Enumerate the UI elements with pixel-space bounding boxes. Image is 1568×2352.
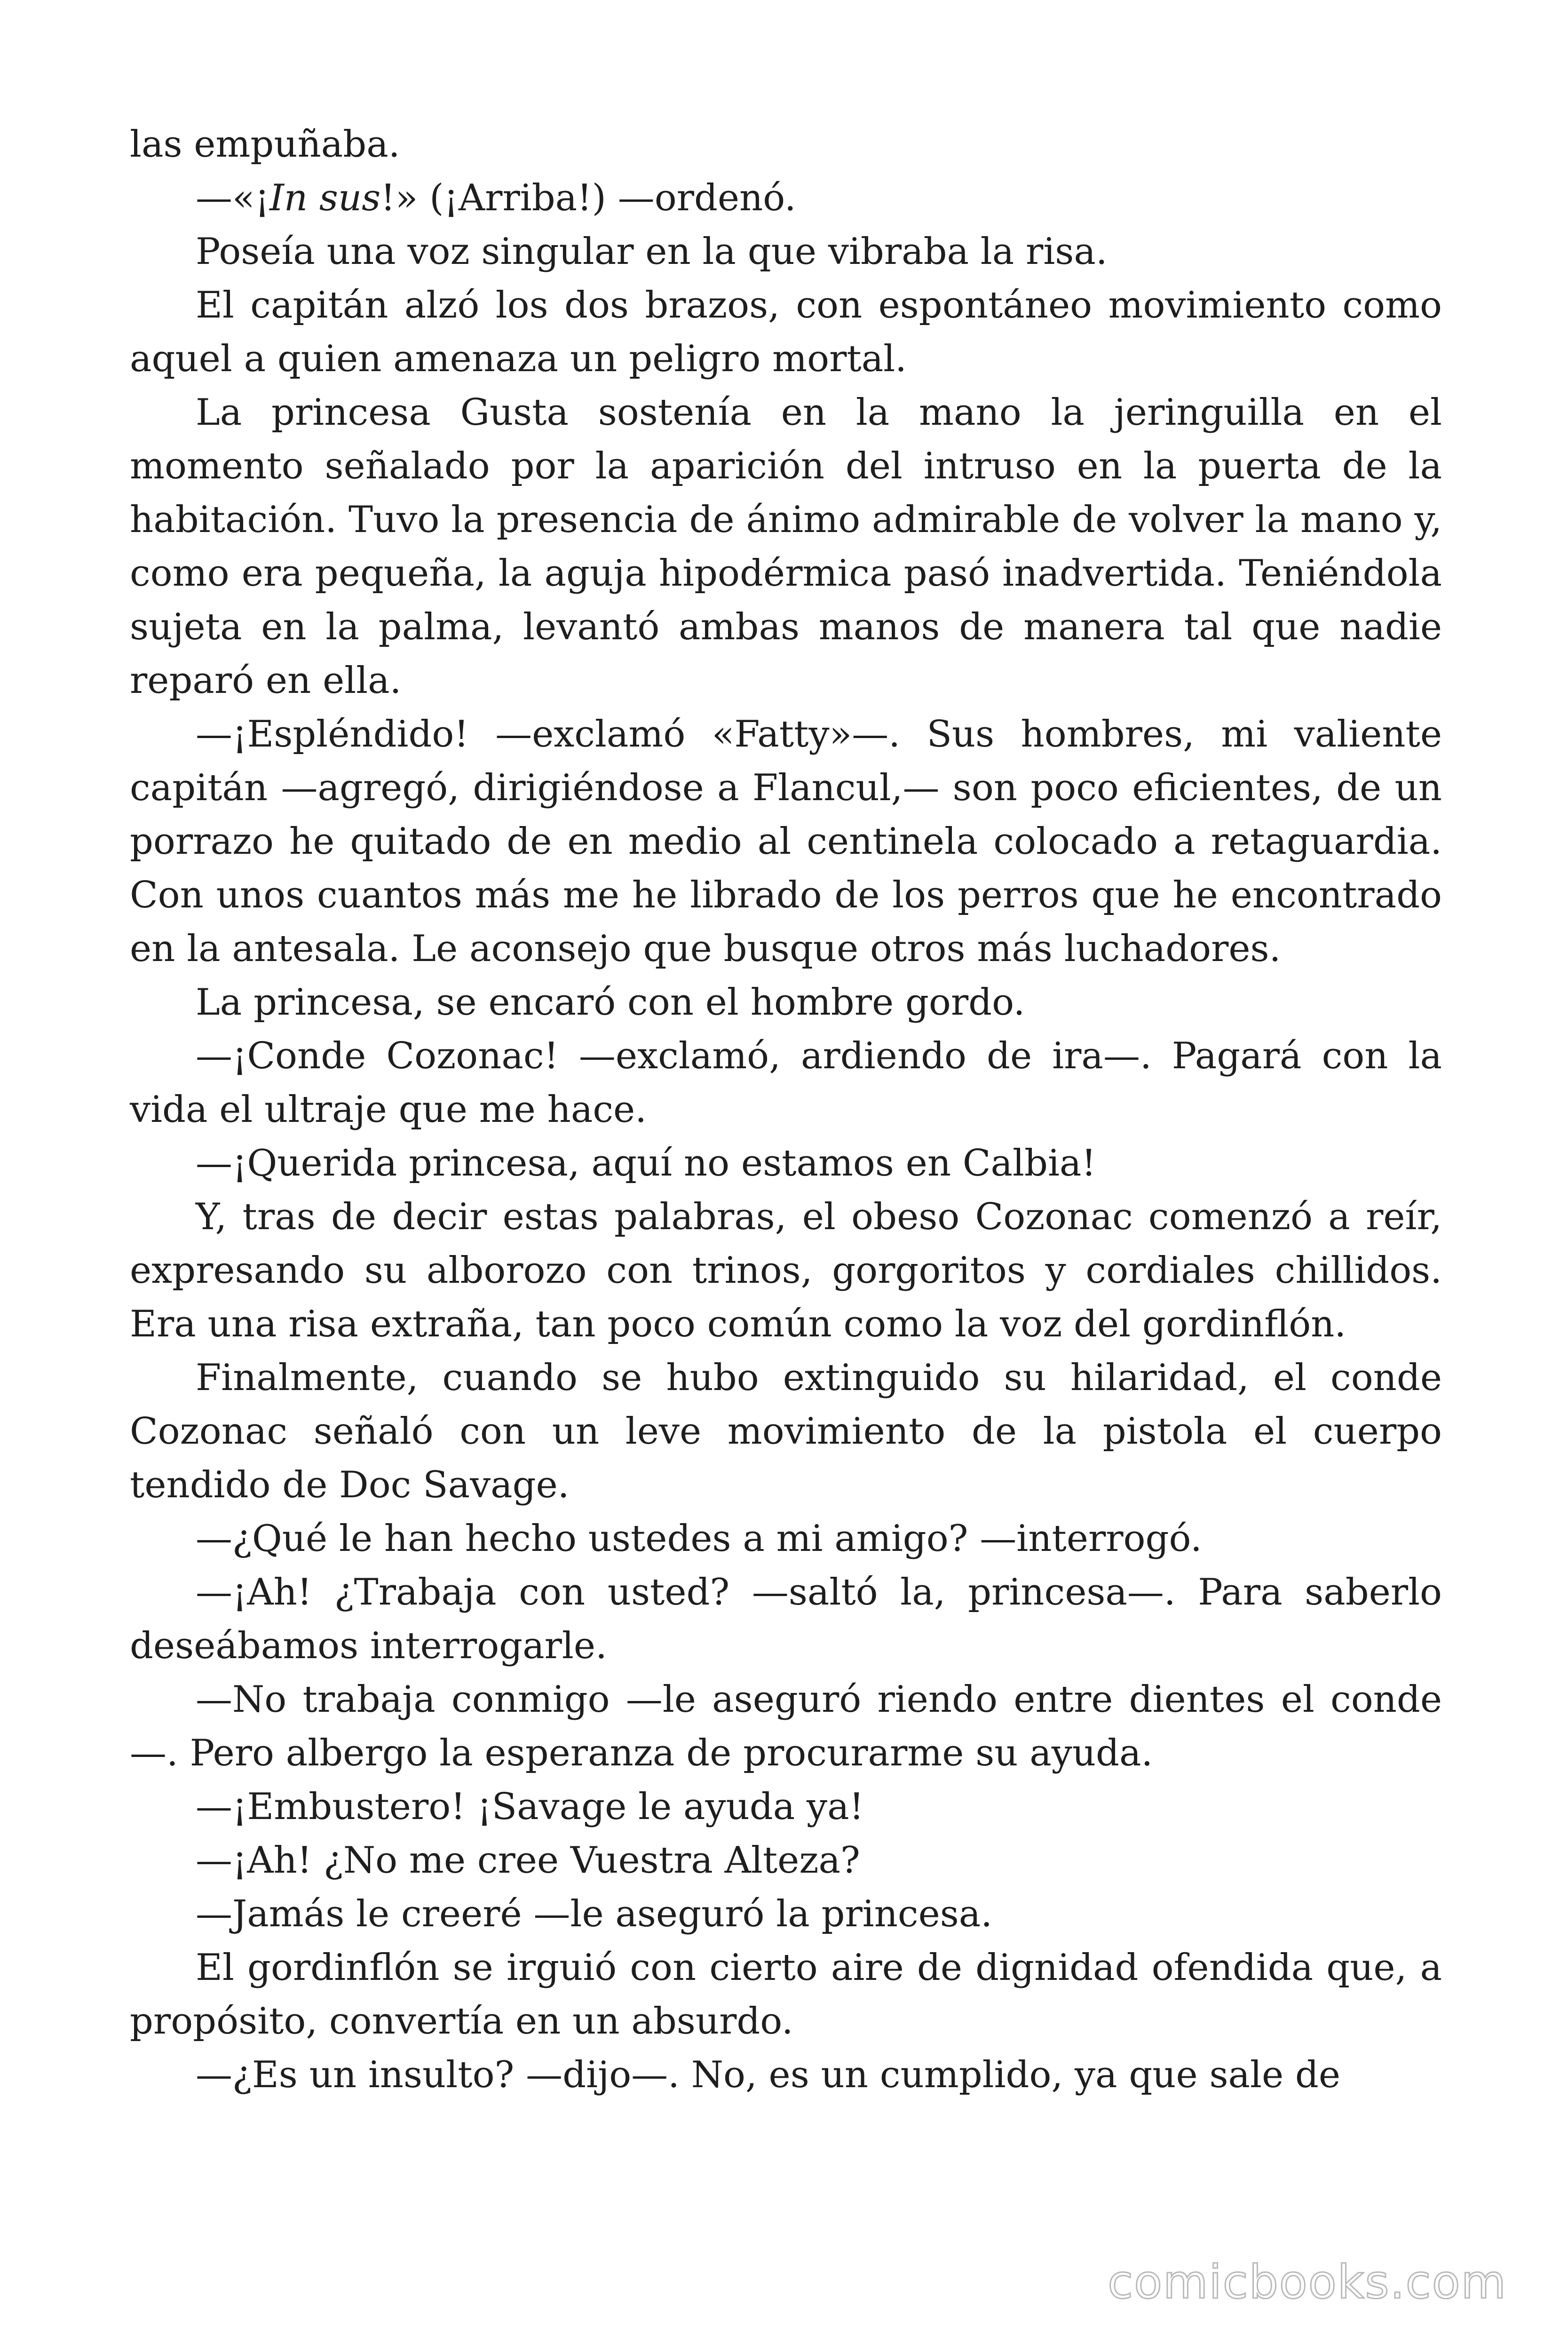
- paragraph: [130, 1834, 1442, 1887]
- paragraph: [130, 1190, 1442, 1351]
- paragraph-text: —No trabaja conmigo —le aseguró riendo entre dientes el conde —. Pero albergo la esperanza de procurarme su ayuda.: [130, 1678, 1442, 1774]
- paragraph: [130, 976, 1442, 1029]
- paragraph: [130, 225, 1442, 278]
- paragraph: [130, 1673, 1442, 1780]
- paragraph-text: —¡Ah! ¿Trabaja con usted? —saltó la, princesa—. Para saberlo deseábamos interrogarle.: [130, 1571, 1442, 1667]
- paragraph: [130, 2048, 1442, 2102]
- paragraph: [130, 171, 1442, 225]
- paragraph-text: !» (¡Arriba!) —ordenó.: [380, 177, 796, 219]
- watermark-text: comicbooks.com: [1108, 2256, 1507, 2309]
- paragraph-text: —¡Espléndido! —exclamó «Fatty»—. Sus hombres, mi valiente capitán —agregó, dirigiéndose a Flancul,— son poco eficientes, de un porrazo he quitado de en medio al centinela colocado a retaguardia. Con unos cuantos más me he librado de los perros que he encontrado en la antesala. Le aconsejo que busque otros más luchadores.: [130, 713, 1442, 970]
- paragraph: [130, 118, 1442, 171]
- paragraph-text: La princesa, se encaró con el hombre gordo.: [196, 981, 1025, 1024]
- paragraph-text: —Jamás le creeré —le aseguró la princesa.: [196, 1893, 993, 1935]
- paragraph: [130, 1351, 1442, 1512]
- paragraph-text: La princesa Gusta sostenía en la mano la jeringuilla en el momento señalado por la aparición del intruso en la puerta de la habitación. Tuvo la presencia de ánimo admirable de volver la mano y, como era pequeña, la aguja hipodérmica pasó inadvertida. Teniéndola sujeta en la palma, levantó ambas manos de manera tal que nadie reparó en ella.: [130, 391, 1442, 702]
- paragraph: [130, 1029, 1442, 1136]
- paragraph-text: El capitán alzó los dos brazos, con espontáneo movimiento como aquel a quien amenaza un peligro mortal.: [130, 284, 1442, 380]
- paragraph: [130, 1941, 1442, 2048]
- paragraph-text: —¿Qué le han hecho ustedes a mi amigo? —interrogó.: [196, 1518, 1202, 1560]
- paragraph: [130, 707, 1442, 976]
- paragraph: [130, 386, 1442, 707]
- paragraph-text: —¡Ah! ¿No me cree Vuestra Alteza?: [196, 1839, 860, 1882]
- paragraph: [130, 1565, 1442, 1673]
- paragraph-text: —¿Es un insulto? —dijo—. No, es un cumplido, ya que sale de: [196, 2054, 1340, 2096]
- paragraph-text: —¡Embustero! ¡Savage le ayuda ya!: [196, 1786, 864, 1828]
- paragraph: [130, 278, 1442, 386]
- paragraph-text: Y, tras de decir estas palabras, el obeso Cozonac comenzó a reír, expresando su alborozo con trinos, gorgoritos y cordiales chillidos. Era una risa extraña, tan poco común como la voz del gordinflón.: [130, 1196, 1442, 1345]
- paragraph: [130, 1136, 1442, 1190]
- paragraph-text: las empuñaba.: [130, 123, 400, 166]
- paragraph: [130, 1780, 1442, 1834]
- paragraph-text: Poseía una voz singular en la que vibraba la risa.: [196, 230, 1108, 273]
- paragraph-text: —¡Querida princesa, aquí no estamos en Calbia!: [196, 1142, 1096, 1184]
- paragraph: [130, 1512, 1442, 1565]
- paragraph-text: —«¡: [196, 177, 270, 219]
- paragraph: [130, 1887, 1442, 1941]
- page-text: [130, 118, 1442, 2102]
- paragraph-text: El gordinflón se irguió con cierto aire de dignidad ofendida que, a propósito, convertía en un absurdo.: [130, 1947, 1442, 2042]
- italic-text: In sus: [269, 177, 381, 219]
- paragraph-text: Finalmente, cuando se hubo extinguido su hilaridad, el conde Cozonac señaló con un leve movimiento de la pistola el cuerpo tendido de Doc Savage.: [130, 1357, 1442, 1506]
- paragraph-text: —¡Conde Cozonac! —exclamó, ardiendo de ira—. Pagará con la vida el ultraje que me hace.: [130, 1035, 1442, 1131]
